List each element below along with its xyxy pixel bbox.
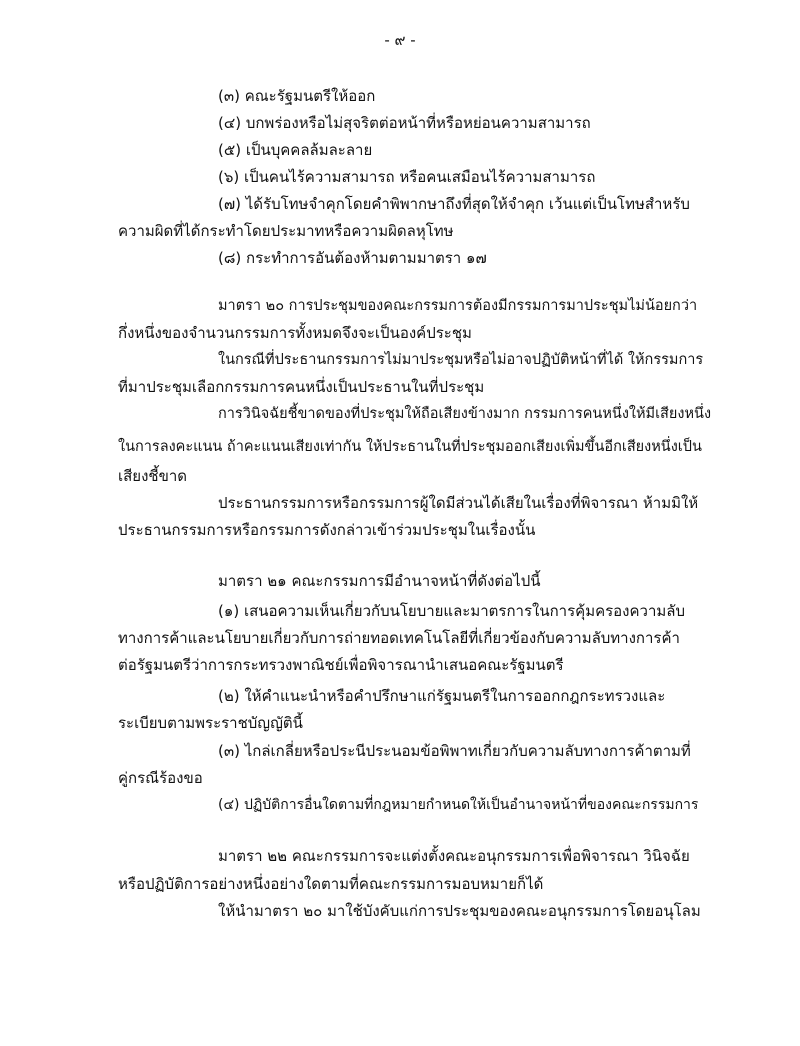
section-20-line-2: กึ่งหนึ่งของจำนวนกรรมการทั้งหมดจึงจะเป็นองค์ประชุม <box>118 324 472 342</box>
section-21-item-1-line-1: (๑) เสนอความเห็นเกี่ยวกับนโยบายและมาตรการในการคุ้มครองความลับ <box>218 602 685 620</box>
section-21-item-3-line-1: (๓) ไกล่เกลี่ยหรือประนีประนอมข้อพิพาทเกี่ยวกับความลับทางการค้าตามที่ <box>218 742 691 760</box>
section-20-para-4-line-2: ประธานกรรมการหรือกรรมการดังกล่าวเข้าร่วมประชุมในเรื่องนั้น <box>118 521 536 539</box>
list-item-5-bankrupt: (๕) เป็นบุคคลล้มละลาย <box>218 141 373 159</box>
section-21-item-4: (๔) ปฏิบัติการอื่นใดตามที่กฎหมายกำหนดให้เป็นอำนาจหน้าที่ของคณะกรรมการ <box>218 797 699 813</box>
list-item-6-incompetent: (๖) เป็นคนไร้ความสามารถ หรือคนเสมือนไร้ความสามารถ <box>218 168 596 186</box>
section-20-para-3-line-1: การวินิจฉัยชี้ขาดของที่ประชุมให้ถือเสียงข้างมาก กรรมการคนหนึ่งให้มีเสียงหนึ่ง <box>218 406 712 422</box>
section-20-para-3-line-2: ในการลงคะแนน ถ้าคะแนนเสียงเท่ากัน ให้ประธานในที่ประชุมออกเสียงเพิ่มขึ้นอีกเสียงหนึ่งเป็น <box>118 439 702 455</box>
section-20-para-4-line-1: ประธานกรรมการหรือกรรมการผู้ใดมีส่วนได้เสียในเรื่องที่พิจารณา ห้ามมิให้ <box>218 494 699 512</box>
list-item-7-continuation: ความผิดที่ได้กระทำโดยประมาทหรือความผิดลหุโทษ <box>118 222 454 240</box>
section-21-item-1-line-3: ต่อรัฐมนตรีว่าการกระทรวงพาณิชย์เพื่อพิจารณานำเสนอคณะรัฐมนตรี <box>118 656 564 674</box>
section-21-item-1-line-2: ทางการค้าและนโยบายเกี่ยวกับการถ่ายทอดเทคโนโลยีที่เกี่ยวข้องกับความลับทางการค้า <box>118 629 680 647</box>
section-21-item-2-line-2: ระเบียบตามพระราชบัญญัตินี้ <box>118 714 303 732</box>
list-item-8-prohibited-act: (๘) กระทำการอันต้องห้ามตามมาตรา ๑๗ <box>218 249 487 267</box>
list-item-3-cabinet-removal: (๓) คณะรัฐมนตรีให้ออก <box>218 87 376 105</box>
section-22-heading-line: มาตรา ๒๒ คณะกรรมการจะแต่งตั้งคณะอนุกรรมการเพื่อพิจารณา วินิจฉัย <box>218 847 690 865</box>
section-20-para-2-line-1: ในกรณีที่ประธานกรรมการไม่มาประชุมหรือไม่อาจปฏิบัติหน้าที่ได้ ให้กรรมการ <box>218 352 704 368</box>
section-22-line-2: หรือปฏิบัติการอย่างหนึ่งอย่างใดตามที่คณะกรรมการมอบหมายก็ได้ <box>118 875 544 893</box>
page-number: - ๙ - <box>384 31 416 49</box>
section-21-item-3-line-2: คู่กรณีร้องขอ <box>118 769 203 787</box>
list-item-4-negligence: (๔) บกพร่องหรือไม่สุจริตต่อหน้าที่หรือหย่อนความสามารถ <box>218 114 591 132</box>
section-20-para-2-line-2: ที่มาประชุมเลือกกรรมการคนหนึ่งเป็นประธานในที่ประชุม <box>118 378 485 396</box>
section-22-para-2: ให้นำมาตรา ๒๐ มาใช้บังคับแก่การประชุมของคณะอนุกรรมการโดยอนุโลม <box>218 902 701 920</box>
list-item-7-imprisonment: (๗) ได้รับโทษจำคุกโดยคำพิพากษาถึงที่สุดให้จำคุก เว้นแต่เป็นโทษสำหรับ <box>218 195 690 213</box>
section-21-heading-line: มาตรา ๒๑ คณะกรรมการมีอำนาจหน้าที่ดังต่อไปนี้ <box>218 572 541 590</box>
section-20-heading-line: มาตรา ๒๐ การประชุมของคณะกรรมการต้องมีกรรมการมาประชุมไม่น้อยกว่า <box>218 298 698 314</box>
section-20-para-3-line-3: เสียงชี้ขาด <box>118 467 187 485</box>
section-21-item-2-line-1: (๒) ให้คำแนะนำหรือคำปรึกษาแก่รัฐมนตรีในการออกกฎกระทรวงและ <box>218 687 666 705</box>
